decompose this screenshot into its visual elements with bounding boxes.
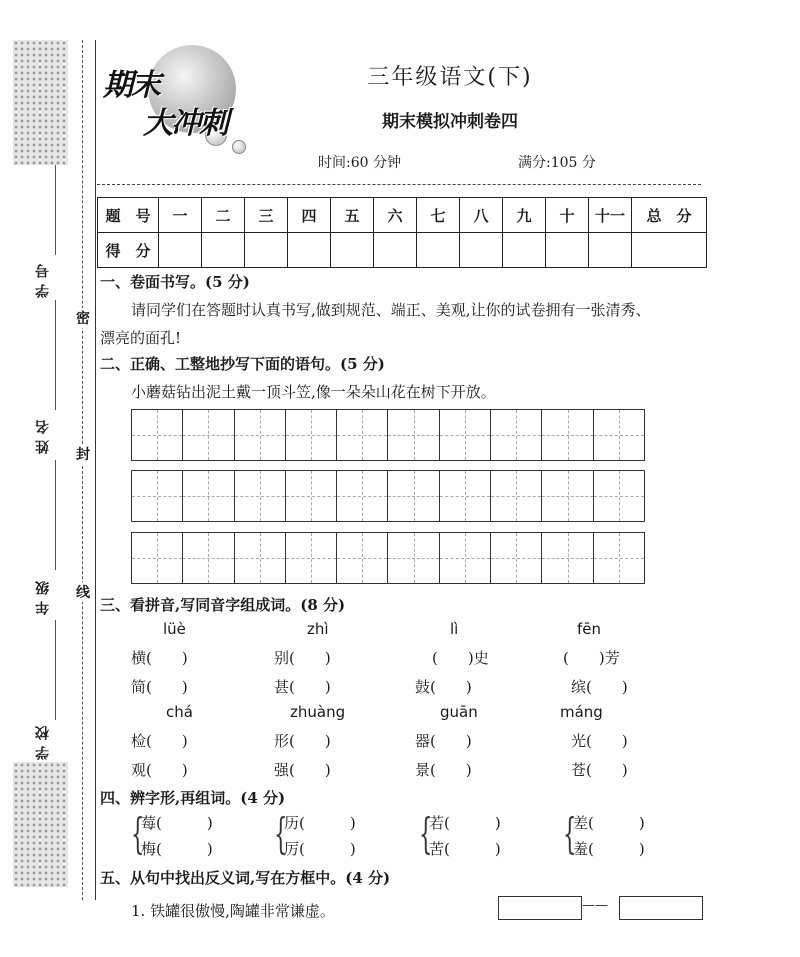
writing-grid-row-1[interactable] xyxy=(131,409,645,461)
word-blank[interactable]: 鼓( ) xyxy=(415,678,472,696)
form-word-blank[interactable]: 历( ) xyxy=(284,814,356,832)
score-input-cell[interactable] xyxy=(331,233,374,268)
word-blank[interactable]: 强( ) xyxy=(274,761,331,779)
score-table xyxy=(97,197,707,268)
header-divider xyxy=(97,184,701,185)
score-header-cell: 总 分 xyxy=(632,198,707,233)
top-pattern xyxy=(13,40,68,165)
form-word-blank[interactable]: 厉( ) xyxy=(284,840,356,858)
section-2-sentence: 小蘑菇钻出泥土戴一顶斗笠,像一朵朵山花在树下开放。 xyxy=(131,383,496,401)
pinyin-guan: guān xyxy=(440,703,478,721)
score-input-cell[interactable] xyxy=(374,233,417,268)
brace-1: { xyxy=(131,809,145,858)
pinyin-li: lì xyxy=(450,620,459,638)
word-blank[interactable]: 苍( ) xyxy=(571,761,628,779)
form-word-blank[interactable]: 差( ) xyxy=(573,814,645,832)
word-blank[interactable]: 别( ) xyxy=(274,649,331,667)
brace-2: { xyxy=(274,809,288,858)
form-word-blank[interactable]: 莓( ) xyxy=(141,814,213,832)
word-blank[interactable]: 甚( ) xyxy=(274,678,331,696)
word-blank[interactable]: 观( ) xyxy=(131,761,188,779)
time-info: 时间:60 分钟 xyxy=(318,155,401,171)
label-student-id: 学号 xyxy=(35,258,51,298)
score-header-cell: 三 xyxy=(245,198,288,233)
score-header-cell: 九 xyxy=(503,198,546,233)
section-1-title: 一、卷面书写。(5 分) xyxy=(100,273,250,291)
section-4-title: 四、辨字形,再组词。(4 分) xyxy=(100,789,286,807)
brace-4: { xyxy=(563,809,577,858)
pinyin-mang: máng xyxy=(560,703,603,721)
logo-text-line1: 期末 xyxy=(103,68,159,103)
word-blank[interactable]: 横( ) xyxy=(131,649,188,667)
word-blank[interactable]: 缤( ) xyxy=(571,678,628,696)
score-input-cell[interactable] xyxy=(245,233,288,268)
form-word-blank[interactable]: 羞( ) xyxy=(573,840,645,858)
pinyin-zhi: zhì xyxy=(307,620,329,638)
score-header-cell: 四 xyxy=(288,198,331,233)
blank-line-3 xyxy=(55,460,56,570)
score-header-cell: 六 xyxy=(374,198,417,233)
form-word-blank[interactable]: 梅( ) xyxy=(141,840,213,858)
score-table-header-row xyxy=(98,198,707,233)
score-input-cell[interactable] xyxy=(589,233,632,268)
score-input-cell[interactable] xyxy=(546,233,589,268)
section-5-title: 五、从句中找出反义词,写在方框中。(4 分) xyxy=(100,869,391,887)
exam-subtitle: 期末模拟冲刺卷四 xyxy=(382,112,518,132)
score-header-cell: 七 xyxy=(417,198,460,233)
score-input-cell[interactable] xyxy=(632,233,707,268)
section-5-question-1: 1. 铁罐很傲慢,陶罐非常谦虚。 xyxy=(131,902,335,920)
exam-title: 三年级语文(下) xyxy=(367,65,533,90)
antonym-dash: —— xyxy=(582,898,608,913)
score-input-cell[interactable] xyxy=(460,233,503,268)
pinyin-fen: fēn xyxy=(577,620,602,638)
full-score-info: 满分:105 分 xyxy=(518,155,596,171)
score-input-cell[interactable] xyxy=(503,233,546,268)
section-1-line-2: 漂亮的面孔! xyxy=(100,329,182,347)
word-blank[interactable]: 检( ) xyxy=(131,732,188,750)
blank-line-2 xyxy=(55,300,56,410)
score-header-cell: 一 xyxy=(159,198,202,233)
brace-3: { xyxy=(419,809,433,858)
writing-grid-row-2[interactable] xyxy=(131,470,645,522)
score-header-cell: 八 xyxy=(460,198,503,233)
pinyin-lue: lüè xyxy=(163,620,186,638)
pinyin-zhuang: zhuàng xyxy=(290,703,346,721)
word-blank[interactable]: 器( ) xyxy=(415,732,472,750)
margin-dashed-line xyxy=(82,40,83,900)
margin-solid-line xyxy=(95,40,96,900)
score-input-cell[interactable] xyxy=(417,233,460,268)
score-header-cell: 二 xyxy=(202,198,245,233)
antonym-box-1[interactable] xyxy=(498,896,582,920)
score-input-cell[interactable] xyxy=(202,233,245,268)
form-word-blank[interactable]: 苦( ) xyxy=(429,840,501,858)
word-blank[interactable]: 简( ) xyxy=(131,678,188,696)
logo-bubble-small xyxy=(232,140,246,154)
word-blank[interactable]: 形( ) xyxy=(274,732,331,750)
label-school: 学校 xyxy=(35,720,51,760)
score-header-cell: 十一 xyxy=(589,198,632,233)
score-header-cell: 题 号 xyxy=(98,198,159,233)
seal-mi: 密 xyxy=(76,308,90,328)
section-2-title: 二、正确、工整地抄写下面的语句。(5 分) xyxy=(100,355,385,373)
section-1-line-1: 请同学们在答题时认真书写,做到规范、端正、美观,让你的试卷拥有一张清秀、 xyxy=(131,301,651,319)
writing-grid-row-3[interactable] xyxy=(131,532,645,584)
section-3-title: 三、看拼音,写同音字组成词。(8 分) xyxy=(100,596,346,614)
blank-line-1 xyxy=(55,165,56,255)
word-blank[interactable]: 景( ) xyxy=(415,761,472,779)
score-input-cell[interactable] xyxy=(159,233,202,268)
blank-line-4 xyxy=(55,620,56,720)
word-blank[interactable]: ( )史 xyxy=(432,649,489,667)
form-word-blank[interactable]: 若( ) xyxy=(429,814,501,832)
word-blank[interactable]: ( )芳 xyxy=(563,649,620,667)
bottom-pattern xyxy=(13,762,68,887)
score-header-cell: 五 xyxy=(331,198,374,233)
label-name: 姓名 xyxy=(35,414,51,454)
score-label-cell: 得 分 xyxy=(98,233,159,268)
pinyin-cha: chá xyxy=(166,703,193,721)
score-header-cell: 十 xyxy=(546,198,589,233)
label-grade: 年级 xyxy=(35,575,51,615)
word-blank[interactable]: 光( ) xyxy=(571,732,628,750)
score-table-score-row xyxy=(98,233,707,268)
score-input-cell[interactable] xyxy=(288,233,331,268)
logo-text-line2: 大冲刺 xyxy=(143,106,227,141)
antonym-box-2[interactable] xyxy=(619,896,703,920)
seal-feng: 封 xyxy=(76,444,90,464)
seal-xian: 线 xyxy=(76,582,90,602)
